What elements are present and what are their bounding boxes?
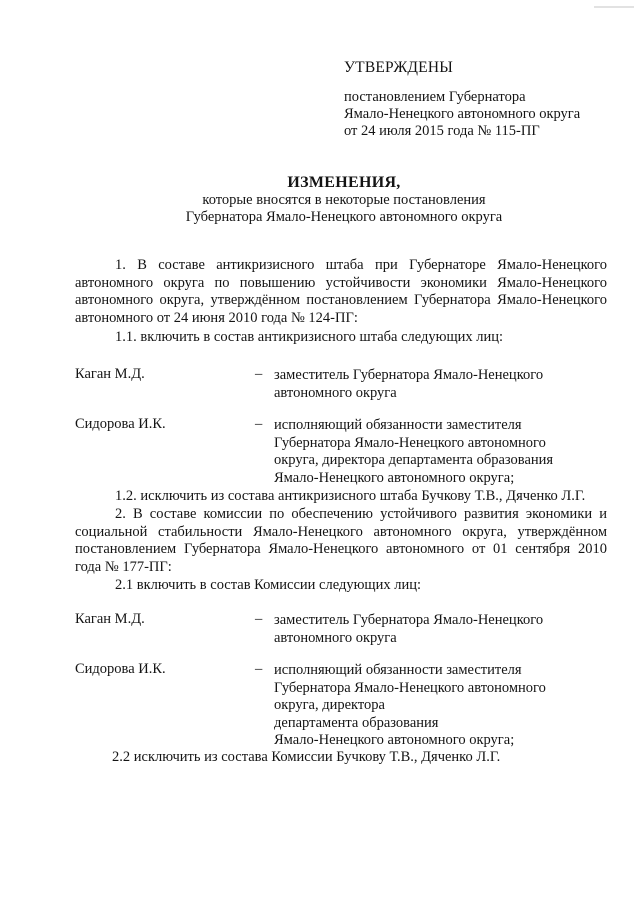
page-edge-line	[594, 6, 634, 8]
person-name: Сидорова И.К.	[75, 416, 166, 432]
person-role: исполняющий обязанности заместителя Губернатора Ямало-Ненецкого автономного округа, директора департамента образования Ямало-Ненецкого автономного округа;	[274, 417, 554, 486]
section1-intro: 1. В составе антикризисного штаба при Губернаторе Ямало-Ненецкого автономного округа по повышению устойчивости экономики Ямало-Ненецкого автономного округа, утверждённом постановлением Губернатора Ямало-Ненецкого автономного от 24 июня 2010 года № 124-ПГ:	[75, 257, 607, 326]
person-role: заместитель Губернатора Ямало-Ненецкого автономного округа	[274, 612, 544, 646]
dash: –	[255, 366, 263, 382]
document-title: ИЗМЕНЕНИЯ,	[287, 174, 401, 191]
document-subtitle: Губернатора Ямало-Ненецкого автономного округа	[185, 209, 503, 225]
section1-item2: 1.2. исключить из состава антикризисного штаба Бучкову Т.В., Дяченко Л.Г.	[115, 488, 586, 504]
approval-title: УТВЕРЖДЕНЫ	[344, 59, 453, 76]
approval-line: от 24 июля 2015 года № 115-ПГ	[344, 123, 540, 139]
person-name: Каган М.Д.	[75, 366, 145, 382]
section1-item1: 1.1. включить в состав антикризисного штаба следующих лиц:	[115, 329, 504, 345]
approval-line: Ямало-Ненецкого автономного округа	[344, 106, 581, 122]
section2-item1: 2.1 включить в состав Комиссии следующих лиц:	[115, 577, 421, 593]
person-name: Каган М.Д.	[75, 611, 145, 627]
section2-item2: 2.2 исключить из состава Комиссии Бучкову Т.В., Дяченко Л.Г.	[112, 749, 501, 765]
person-name: Сидорова И.К.	[75, 661, 166, 677]
person-role: заместитель Губернатора Ямало-Ненецкого автономного округа	[274, 367, 544, 401]
section2-intro: 2. В составе комиссии по обеспечению устойчивого развития экономики и социальной стабильности Ямало-Ненецкого автономного округа, утверждённом постановлением Губернатора Ямало-Ненецкого автономного от 01 сентября 2010 года № 177-ПГ:	[75, 506, 607, 575]
approval-line: постановлением Губернатора	[344, 89, 526, 105]
document-subtitle: которые вносятся в некоторые постановления	[202, 192, 486, 208]
dash: –	[255, 611, 263, 627]
person-role: исполняющий обязанности заместителя Губернатора Ямало-Ненецкого автономного округа, директора департамента образования Ямало-Ненецкого автономного округа;	[274, 662, 546, 748]
dash: –	[255, 416, 263, 432]
dash: –	[255, 661, 263, 677]
